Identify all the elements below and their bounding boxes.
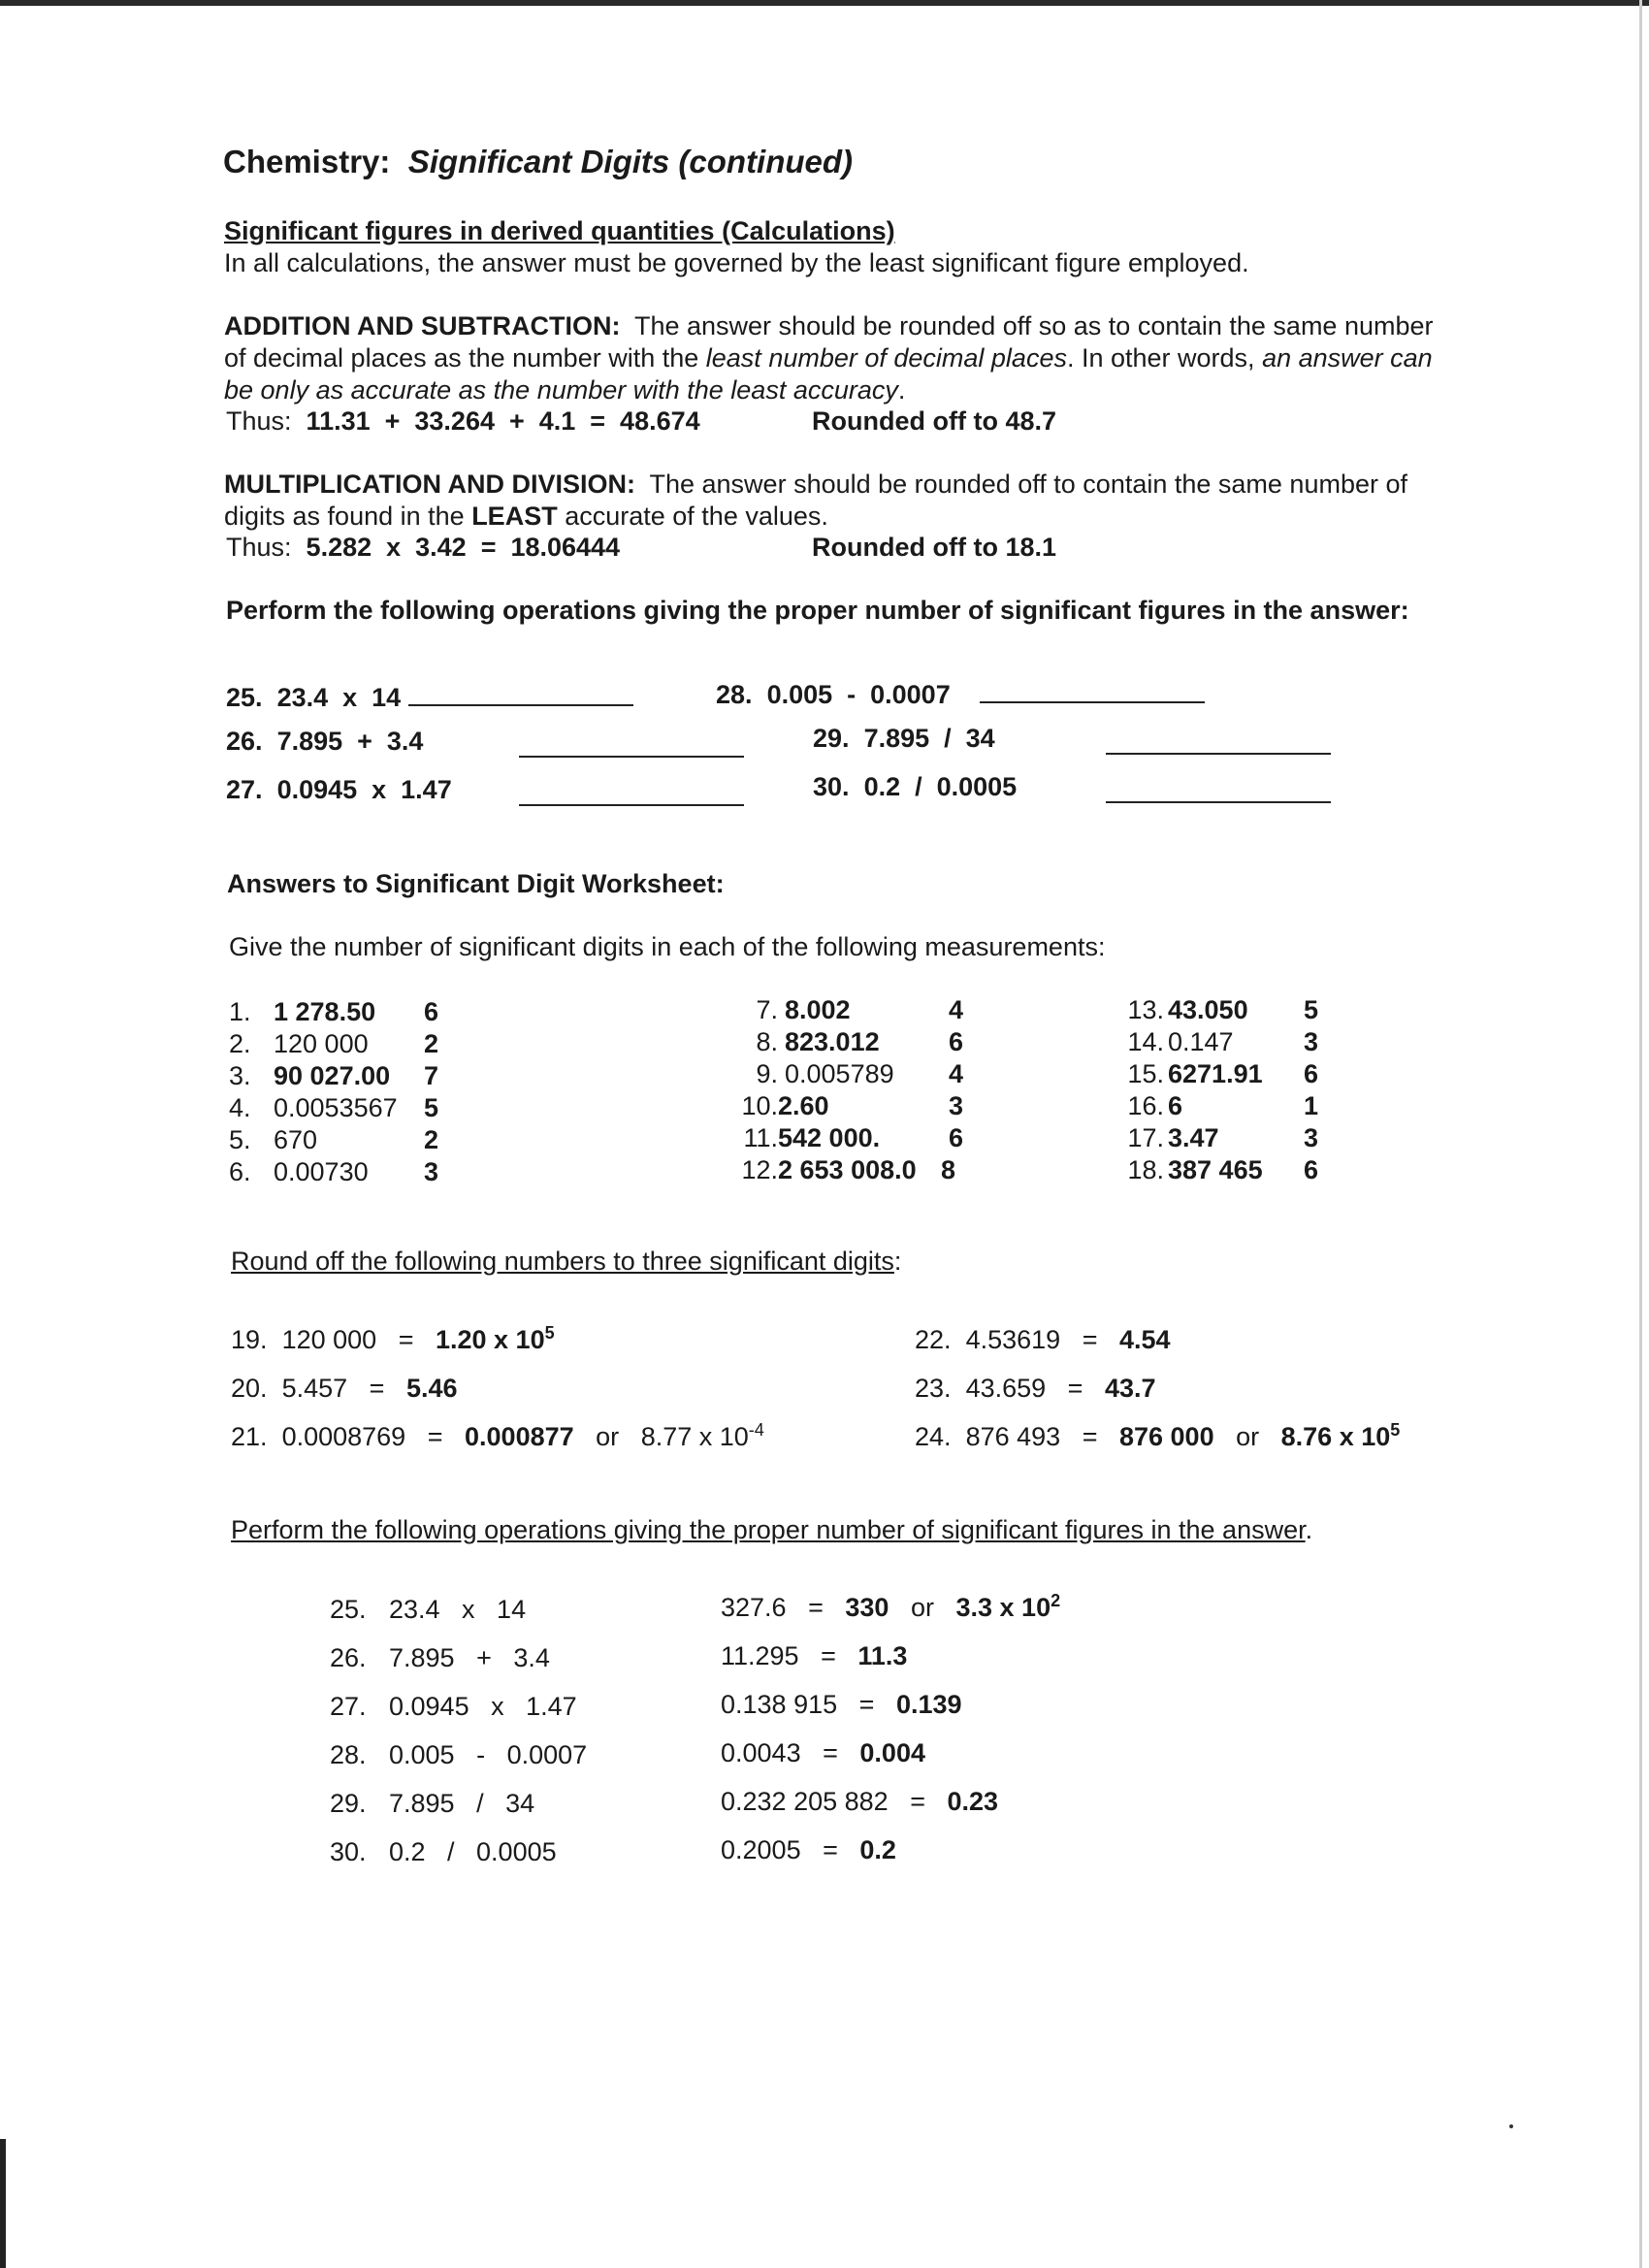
op-alt-base: 3.3 x 10: [955, 1593, 1051, 1622]
op-result: [721, 1738, 925, 1768]
measure-digits: 2: [424, 1125, 439, 1154]
problem-expression: 0.2 / 0.0005: [863, 772, 1018, 801]
addsub-text3: be only as accurate as the number with the least accuracy: [224, 375, 898, 405]
answer-blank[interactable]: [980, 676, 1205, 703]
measure-num: 17.: [1127, 1123, 1164, 1152]
or-word: or: [596, 1422, 620, 1451]
round-21: [231, 1422, 764, 1452]
round-number: 23.: [915, 1374, 952, 1403]
muldiv-section: [224, 469, 1485, 533]
round-value: 0.0008769: [281, 1422, 406, 1451]
measure-num: 9.: [756, 1059, 778, 1088]
round-answer-exponent: 5: [544, 1323, 555, 1343]
addsub-text1: The answer should be rounded off so as to contain the same number: [633, 311, 1434, 340]
measure-digits: 2: [424, 1029, 439, 1058]
measure-value: 8.002: [785, 995, 851, 1024]
addsub-text2c: . In other words,: [1066, 343, 1255, 373]
measure-num: 16.: [1127, 1091, 1164, 1120]
muldiv-label: MULTIPLICATION AND DIVISION:: [224, 470, 635, 499]
measure-value: 0.147: [1168, 1027, 1234, 1056]
problem-expression: 0.005 - 0.0007: [766, 680, 951, 709]
problem-number: 30.: [813, 772, 850, 801]
measure-digits: 6: [949, 1027, 964, 1056]
op-raw: 0.0043: [721, 1738, 801, 1767]
measure-value: 3.47: [1168, 1123, 1219, 1152]
round-heading: [231, 1247, 901, 1277]
problem-25: [226, 679, 633, 713]
derived-heading: Significant figures in derived quantities (Calculations): [224, 216, 895, 245]
measure-digits: 3: [949, 1091, 964, 1120]
page-title: [223, 144, 853, 180]
round-number: 21.: [231, 1422, 268, 1451]
answer-blank-27[interactable]: [519, 779, 744, 806]
round-alt-base: 8.76 x 10: [1280, 1422, 1391, 1451]
measure-value: 823.012: [785, 1027, 880, 1056]
equals-sign: =: [1082, 1422, 1098, 1451]
measure-value: 1 278.50: [274, 997, 376, 1026]
addsub-rounded: Rounded off to 48.7: [812, 406, 1056, 436]
op-raw: 0.232 205 882: [721, 1787, 889, 1816]
measure-value: 120 000: [274, 1029, 369, 1058]
op-raw: 327.6: [721, 1593, 787, 1622]
ops-heading-text: Perform the following operations giving the proper number of significant figures in the answer: [231, 1515, 1306, 1544]
measure-value: 6271.91: [1168, 1059, 1263, 1088]
equals-sign: =: [369, 1374, 385, 1403]
op-answer: 0.004: [859, 1738, 925, 1767]
measure-digits: 7: [424, 1061, 439, 1090]
op-expression: 0.2 / 0.0005: [389, 1837, 557, 1866]
measure-num: 3.: [229, 1061, 251, 1090]
measure-value: 2.60: [778, 1091, 829, 1120]
op-raw: 0.138 915: [721, 1690, 838, 1719]
problem-26: [226, 727, 423, 757]
problem-expression: 7.895 / 34: [863, 724, 995, 753]
round-alt-answer: [1281, 1422, 1401, 1451]
round-number: 19.: [231, 1325, 268, 1354]
round-value: 5.457: [281, 1374, 348, 1403]
problem-expression: 7.895 + 3.4: [276, 727, 424, 756]
muldiv-example: 5.282 x 3.42 = 18.06444: [306, 533, 621, 562]
measure-value: 2 653 008.0: [778, 1155, 917, 1184]
equals-sign: =: [858, 1690, 875, 1719]
op-expression: 0.005 - 0.0007: [389, 1740, 588, 1769]
derived-section: [224, 215, 1485, 279]
muldiv-rounded: Rounded off to 18.1: [812, 533, 1056, 562]
round-answer: 43.7: [1104, 1374, 1156, 1403]
round-alt-exponent: -4: [748, 1420, 764, 1440]
op-result: [721, 1787, 998, 1817]
measure-digits: 6: [949, 1123, 964, 1152]
or-word: or: [910, 1593, 934, 1622]
round-alt-answer: [641, 1422, 764, 1451]
measure-digits: 4: [949, 995, 964, 1024]
muldiv-text2a: digits as found in the: [224, 502, 465, 531]
equals-sign: =: [808, 1593, 824, 1622]
derived-text: In all calculations, the answer must be governed by the least significant figure employed.: [224, 248, 1249, 277]
op-number: 27.: [330, 1692, 367, 1721]
op-answer: 0.139: [895, 1690, 962, 1719]
op-answer: 0.23: [947, 1787, 999, 1816]
op-alt-answer: [956, 1593, 1061, 1622]
measure-value: 0.0053567: [274, 1093, 398, 1122]
op-result: [721, 1593, 1060, 1623]
problem-number: 28.: [716, 680, 753, 709]
problem-number: 27.: [226, 775, 263, 804]
equals-sign: =: [398, 1325, 414, 1354]
answer-blank[interactable]: [408, 679, 633, 706]
measure-num: 18.: [1127, 1155, 1164, 1184]
measure-num: 1.: [229, 997, 251, 1026]
muldiv-text2c: accurate of the values.: [565, 502, 828, 531]
measure-value: 43.050: [1168, 995, 1248, 1024]
problem-expression: 23.4 x 14: [276, 683, 402, 712]
muldiv-text2b: LEAST: [471, 502, 558, 531]
measure-digits: 3: [1304, 1027, 1319, 1056]
measure-value: 0.00730: [274, 1157, 369, 1186]
op-result: [721, 1835, 896, 1865]
round-value: 120 000: [281, 1325, 377, 1354]
problem-number: 29.: [813, 724, 850, 753]
problem-29: [813, 724, 995, 754]
measure-num: 5.: [229, 1125, 251, 1154]
measure-num: 13.: [1127, 995, 1164, 1024]
measure-digits: 3: [424, 1157, 439, 1186]
addsub-text2b: least number of decimal places: [705, 343, 1067, 373]
ops-heading-period: .: [1305, 1515, 1313, 1544]
problem-expression: 0.0945 x 1.47: [276, 775, 452, 804]
measure-num: 8.: [756, 1027, 778, 1056]
round-number: 24.: [915, 1422, 952, 1451]
measure-num: 12.: [741, 1155, 778, 1184]
round-alt-base: 8.77 x 10: [640, 1422, 749, 1451]
op-result: [721, 1641, 907, 1671]
addsub-example: 11.31 + 33.264 + 4.1 = 48.674: [306, 406, 700, 436]
ops-heading: [231, 1515, 1312, 1545]
round-alt-exponent: 5: [1390, 1420, 1401, 1440]
measure-digits: 1: [1304, 1091, 1319, 1120]
measure-num: 11.: [743, 1123, 778, 1152]
op-answer: 330: [845, 1593, 889, 1622]
op-answer: 11.3: [857, 1641, 908, 1670]
measure-value: 0.005789: [785, 1059, 894, 1088]
round-answer: 0.000877: [465, 1422, 574, 1451]
op-expression: 7.895 / 34: [389, 1789, 535, 1818]
op-number: 30.: [330, 1837, 367, 1866]
round-23: [915, 1374, 1156, 1404]
measure-num: 14.: [1127, 1027, 1164, 1056]
scan-right-edge: [1639, 0, 1642, 2268]
op-number: 26.: [330, 1643, 367, 1672]
round-answer: 5.46: [405, 1374, 458, 1403]
op-raw: 0.2005: [721, 1835, 801, 1864]
equals-sign: =: [910, 1787, 925, 1816]
measure-value: 387 465: [1168, 1155, 1263, 1184]
round-19: [231, 1325, 555, 1355]
op-alt-exponent: 2: [1051, 1591, 1061, 1610]
perform-heading: Perform the following operations giving the proper number of significant figures in the answer:: [226, 596, 1409, 625]
round-heading-text: Round off the following numbers to three significant digits: [231, 1247, 894, 1276]
op-expression: 23.4 x 14: [389, 1595, 527, 1624]
op-number: 25.: [330, 1595, 367, 1624]
equals-sign: =: [427, 1422, 443, 1451]
measure-num: 15.: [1127, 1059, 1164, 1088]
round-number: 22.: [915, 1325, 952, 1354]
answer-blank-30[interactable]: [1106, 776, 1331, 803]
round-24: [915, 1422, 1400, 1452]
op-answer: 0.2: [859, 1835, 896, 1864]
op-number: 29.: [330, 1789, 367, 1818]
addsub-text2d: an answer can: [1262, 343, 1433, 373]
round-answer-base: 1.20 x 10: [435, 1325, 545, 1354]
measure-num: 2.: [229, 1029, 251, 1058]
measure-num: 4.: [229, 1093, 251, 1122]
title-subtitle: Significant Digits (continued): [407, 144, 854, 179]
problem-number: 26.: [226, 727, 263, 756]
scan-left-mark: [0, 2139, 6, 2268]
op-expression: 0.0945 x 1.47: [389, 1692, 577, 1721]
measure-digits: 8: [941, 1155, 956, 1184]
addsub-example-row: [226, 406, 700, 437]
round-answer: [436, 1325, 555, 1354]
round-20: [231, 1374, 458, 1404]
measure-value: 6: [1168, 1091, 1183, 1120]
round-answer: 876 000: [1118, 1422, 1214, 1451]
round-heading-colon: :: [893, 1247, 902, 1276]
answers-heading: Answers to Significant Digit Worksheet:: [227, 869, 725, 898]
addsub-label: ADDITION AND SUBTRACTION:: [224, 311, 621, 340]
measure-value: 90 027.00: [274, 1061, 391, 1090]
problem-27: [226, 775, 452, 805]
scan-top-edge: [0, 0, 1649, 6]
op-number: 28.: [330, 1740, 367, 1769]
scan-speck: [1509, 2124, 1513, 2128]
title-main: Chemistry:: [223, 144, 391, 179]
answer-blank-26[interactable]: [519, 730, 744, 758]
problem-number: 25.: [226, 683, 263, 712]
round-value: 876 493: [965, 1422, 1061, 1451]
measure-num: 7.: [756, 995, 778, 1024]
measure-num: 10.: [741, 1091, 778, 1120]
measure-value: 542 000.: [778, 1123, 881, 1152]
give-text: Give the number of significant digits in each of the following measurements:: [229, 932, 1106, 961]
problem-30: [813, 772, 1017, 802]
measure-digits: 3: [1304, 1123, 1319, 1152]
addsub-text3-end: .: [897, 375, 906, 405]
addsub-text2a: of decimal places as the number with the: [224, 343, 699, 373]
equals-sign: =: [821, 1641, 836, 1670]
measure-digits: 6: [1304, 1155, 1319, 1184]
op-raw: 11.295: [721, 1641, 799, 1670]
measure-num: 6.: [229, 1157, 251, 1186]
equals-sign: =: [823, 1835, 838, 1864]
round-answer: 4.54: [1118, 1325, 1171, 1354]
addsub-section: [224, 310, 1485, 406]
equals-sign: =: [1067, 1374, 1083, 1403]
measure-digits: 4: [949, 1059, 964, 1088]
measure-digits: 6: [1304, 1059, 1319, 1088]
measure-digits: 5: [1304, 995, 1319, 1024]
measure-digits: 5: [424, 1093, 439, 1122]
problem-28: [716, 676, 1205, 710]
round-22: [915, 1325, 1171, 1355]
op-expression: 7.895 + 3.4: [389, 1643, 550, 1672]
round-value: 4.53619: [965, 1325, 1061, 1354]
round-number: 20.: [231, 1374, 268, 1403]
muldiv-example-row: [226, 533, 620, 563]
equals-sign: =: [1082, 1325, 1098, 1354]
muldiv-thus: Thus:: [226, 533, 292, 562]
measure-value: 670: [274, 1125, 318, 1154]
addsub-thus: Thus:: [226, 406, 292, 436]
round-value: 43.659: [965, 1374, 1047, 1403]
equals-sign: =: [823, 1738, 838, 1767]
op-result: [721, 1690, 962, 1720]
or-word: or: [1236, 1422, 1260, 1451]
measure-digits: 6: [424, 997, 439, 1026]
muldiv-text1: The answer should be rounded off to contain the same number of: [649, 470, 1407, 499]
answer-blank-29[interactable]: [1106, 728, 1331, 755]
